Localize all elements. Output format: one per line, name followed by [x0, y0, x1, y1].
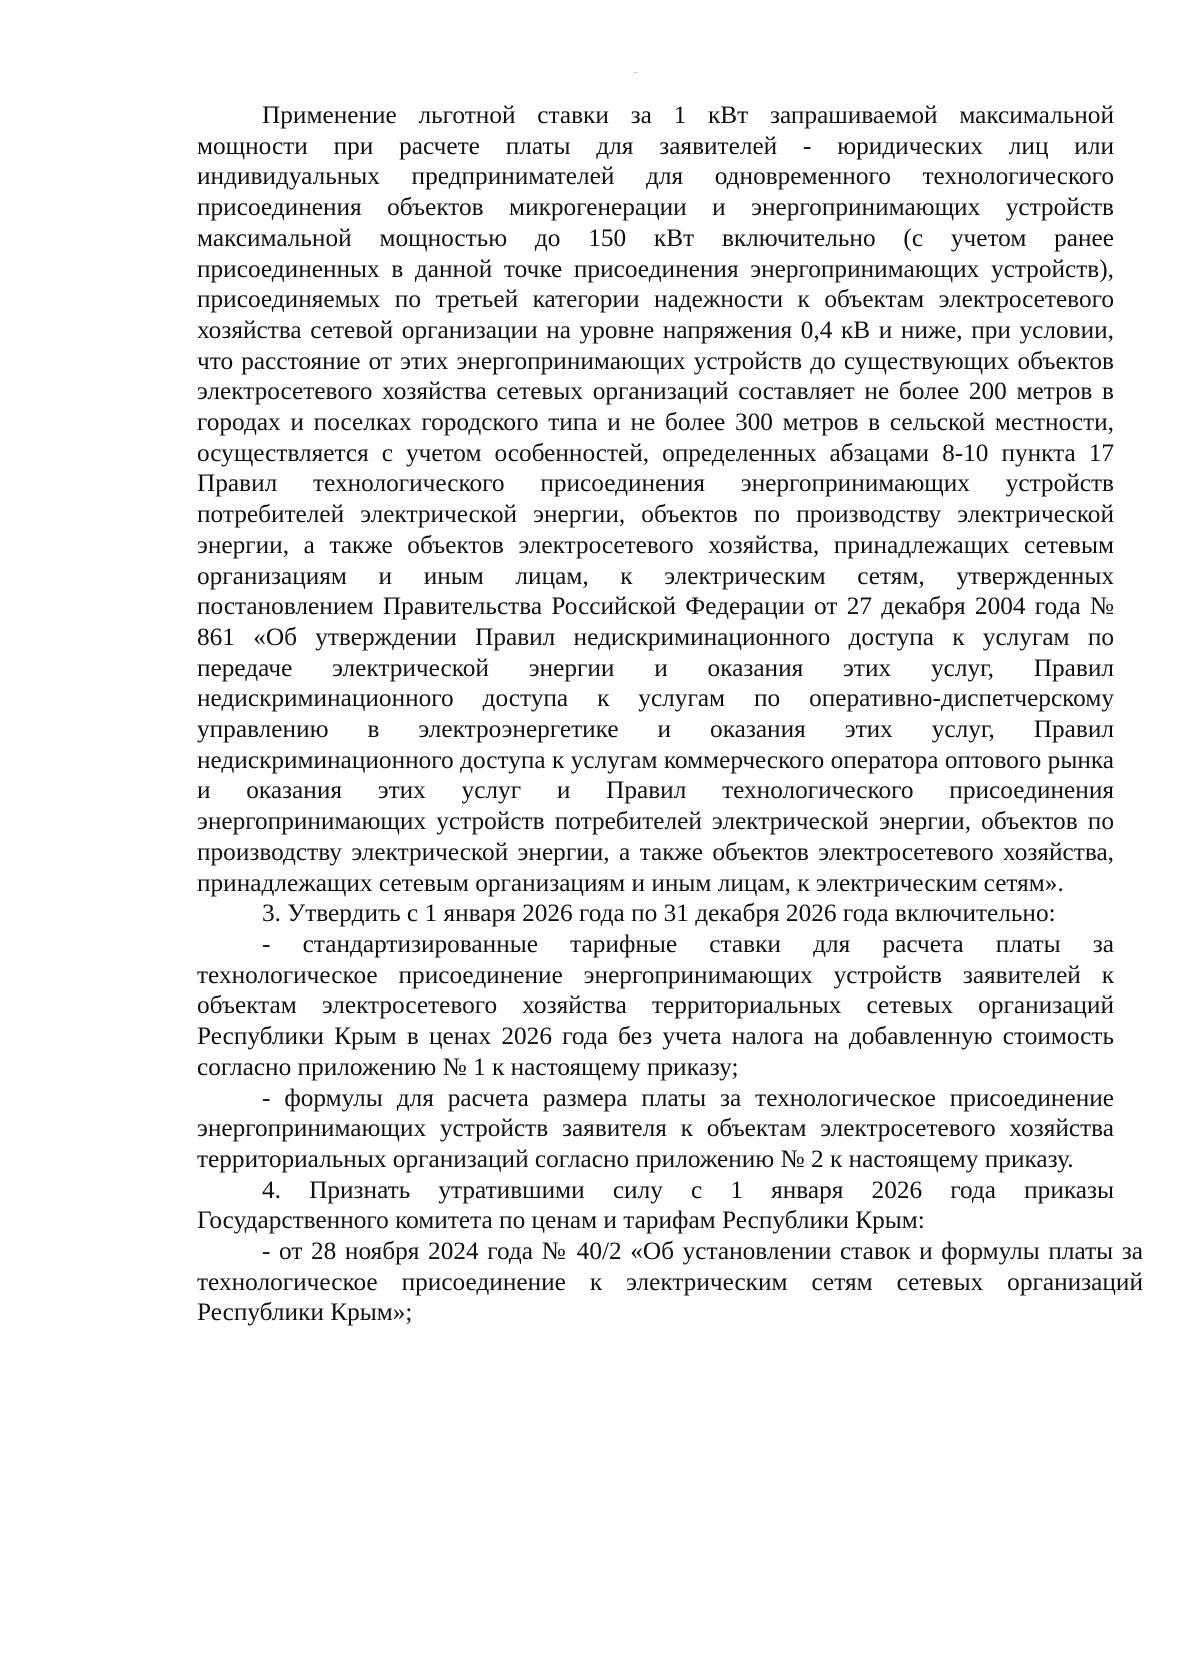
paragraph-item-3: 3. Утвердить с 1 января 2026 года по 31 декабря 2026 года включительно: [262, 899, 1056, 928]
scan-artifact [634, 72, 637, 73]
paragraph-preferential-rate: Применение льготной ставки за 1 кВт запрашиваемой максимальной мощности при расчете платы для заявителей - юридических лиц или индивидуальных предпринимателей для одновременного технологического присоединения объектов микрогенерации и энергопринимающих устройств максимальной мощностью до 150 кВт включительно (с учетом ранее присоединенных в данной точке присоединения энергопринимающих устройств), присоединяемых по третьей категории надежности к объектам электросетевого хозяйства сетевой организации на уровне напряжения 0,4 кВ и ниже, при условии, что расстояние от этих энергопринимающих устройств до существующих объектов электросетевого хозяйства сетевых организаций составляет не более 200 метров в городах и поселках городского типа и не более 300 метров в сельской местности, осуществляется с учетом особенностей, определенных абзацами 8-10 пункта 17 Правил технологического присоединения энергопринимающих устройств потребителей электрической энергии, объектов по производству электрической энергии, а также объектов электросетевого хозяйства, принадлежащих сетевым организациям и иным лицам, к электрическим сетям, утвержденных постановлением Правительства Российской Федерации от 27 декабря 2004 года № 861 «Об утверждении Правил недискриминационного доступа к услугам по передаче электрической энергии и оказания этих услуг, Правил недискриминационного доступа к услугам по оперативно-диспетчерскому управлению в электроэнергетике и оказания этих услуг, Правил недискриминационного доступа к услугам коммерческого оператора оптового рынка и оказания этих услуг и Правил технологического присоединения энергопринимающих устройств потребителей электрической энергии, объектов по производству электрической энергии, а также объектов электросетевого хозяйства, принадлежащих сетевым организациям и иным лицам, к электрическим сетям». [197, 101, 1114, 897]
paragraph-item-4: 4. Признать утратившими силу с 1 января 2026 года приказы Государственного комитета по ценам и тарифам Республики Крым: [197, 1175, 1114, 1235]
paragraph-item-4-bullet-1: - от 28 ноября 2024 года № 40/2 «Об установлении ставок и формулы платы за технологическое присоединение к электрическим сетям сетевых организаций Республики Крым»; [197, 1237, 1143, 1327]
paragraph-item-3-bullet-1: - стандартизированные тарифные ставки для расчета платы за технологическое присоединение энергопринимающих устройств заявителей к объектам электросетевого хозяйства территориальных сетевых организаций Республики Крым в ценах 2026 года без учета налога на добавленную стоимость согласно приложению № 1 к настоящему приказу; [197, 929, 1114, 1081]
paragraph-item-3-bullet-2: - формулы для расчета размера платы за технологическое присоединение энергопринимающих устройств заявителя к объектам электросетевого хозяйства территориальных организаций согласно приложению № 2 к настоящему приказу. [197, 1083, 1114, 1173]
document-body [197, 100, 1143, 1328]
